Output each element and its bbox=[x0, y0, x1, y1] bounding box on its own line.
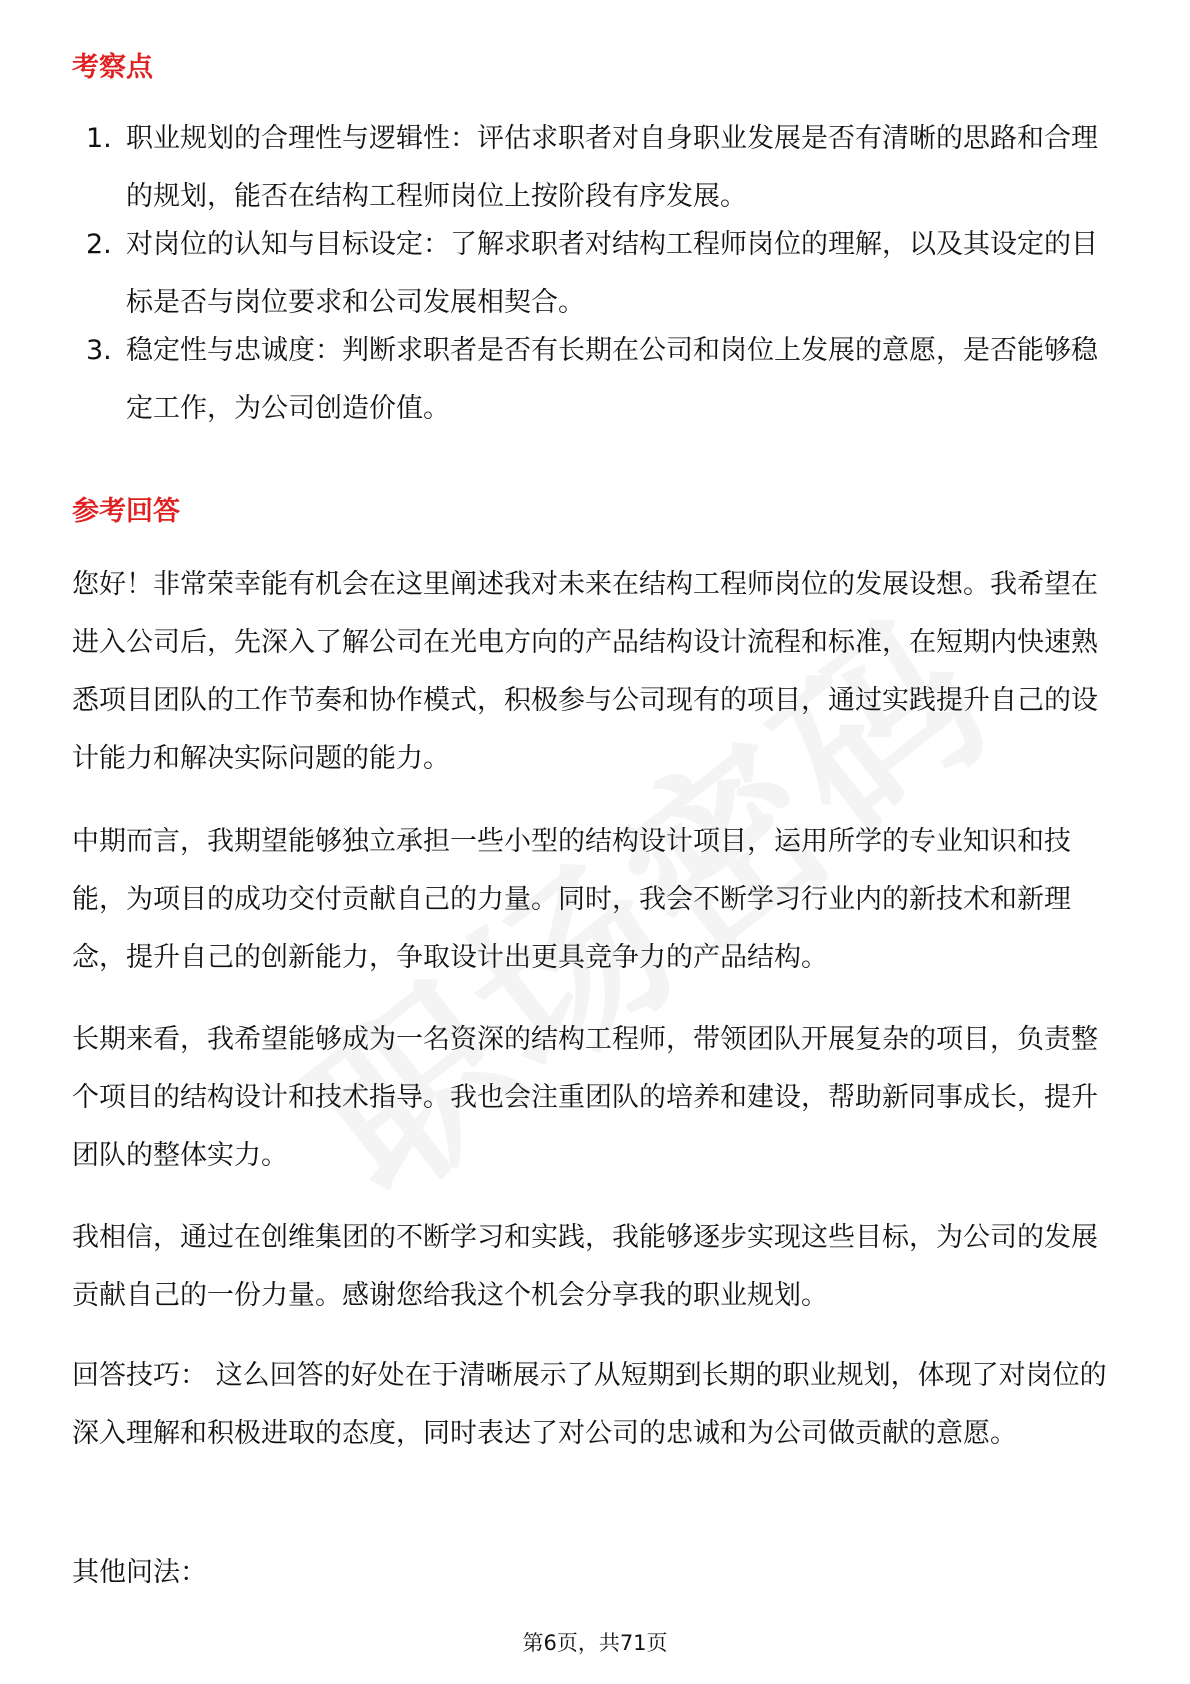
list-item-number: 1. bbox=[86, 123, 112, 154]
answer-paragraph: 我相信，通过在创维集团的不断学习和实践，我能够逐步实现这些目标，为公司的发展贡献自己的一份力量。感谢您给我这个机会分享我的职业规划。 bbox=[72, 1222, 1098, 1311]
list-item-text: 职业规划的合理性与逻辑性：评估求职者对自身职业发展是否有清晰的思路和合理的规划，能否在结构工程师岗位上按阶段有序发展。 bbox=[126, 123, 1098, 212]
section-heading-kaocha: 考察点 bbox=[72, 52, 153, 83]
list-item-text: 对岗位的认知与目标设定：了解求职者对结构工程师岗位的理解，以及其设定的目标是否与岗位要求和公司发展相契合。 bbox=[126, 229, 1098, 318]
page-number: 第6页，共71页 bbox=[522, 1631, 668, 1655]
answer-paragraph: 您好！非常荣幸能有机会在这里阐述我对未来在结构工程师岗位的发展设想。我希望在进入公司后，先深入了解公司在光电方向的产品结构设计流程和标准，在短期内快速熟悉项目团队的工作节奏和协作模式，积极参与公司现有的项目，通过实践提升自己的设计能力和解决实际问题的能力。 bbox=[72, 569, 1098, 774]
section-heading-cankao: 参考回答 bbox=[72, 496, 180, 527]
list-item bbox=[72, 322, 1122, 438]
list-item bbox=[72, 216, 1122, 332]
list-item-number: 2. bbox=[86, 229, 112, 260]
list-item-number: 3. bbox=[86, 335, 112, 366]
answer-paragraph: 长期来看，我希望能够成为一名资深的结构工程师，带领团队开展复杂的项目，负责整个项目的结构设计和技术指导。我也会注重团队的培养和建设，帮助新同事成长，提升团队的整体实力。 bbox=[72, 1024, 1098, 1171]
answer-tips-paragraph: 回答技巧： 这么回答的好处在于清晰展示了从短期到长期的职业规划，体现了对岗位的深入理解和积极进取的态度，同时表达了对公司的忠诚和为公司做贡献的意愿。 bbox=[72, 1360, 1107, 1449]
answer-paragraph: 中期而言，我期望能够独立承担一些小型的结构设计项目，运用所学的专业知识和技能，为项目的成功交付贡献自己的力量。同时，我会不断学习行业内的新技术和新理念，提升自己的创新能力，争取设计出更具竞争力的产品结构。 bbox=[72, 826, 1071, 973]
list-item bbox=[72, 110, 1122, 226]
other-questions-label: 其他问法： bbox=[72, 1557, 207, 1588]
list-item-text: 稳定性与忠诚度：判断求职者是否有长期在公司和岗位上发展的意愿，是否能够稳定工作，为公司创造价值。 bbox=[126, 335, 1098, 424]
